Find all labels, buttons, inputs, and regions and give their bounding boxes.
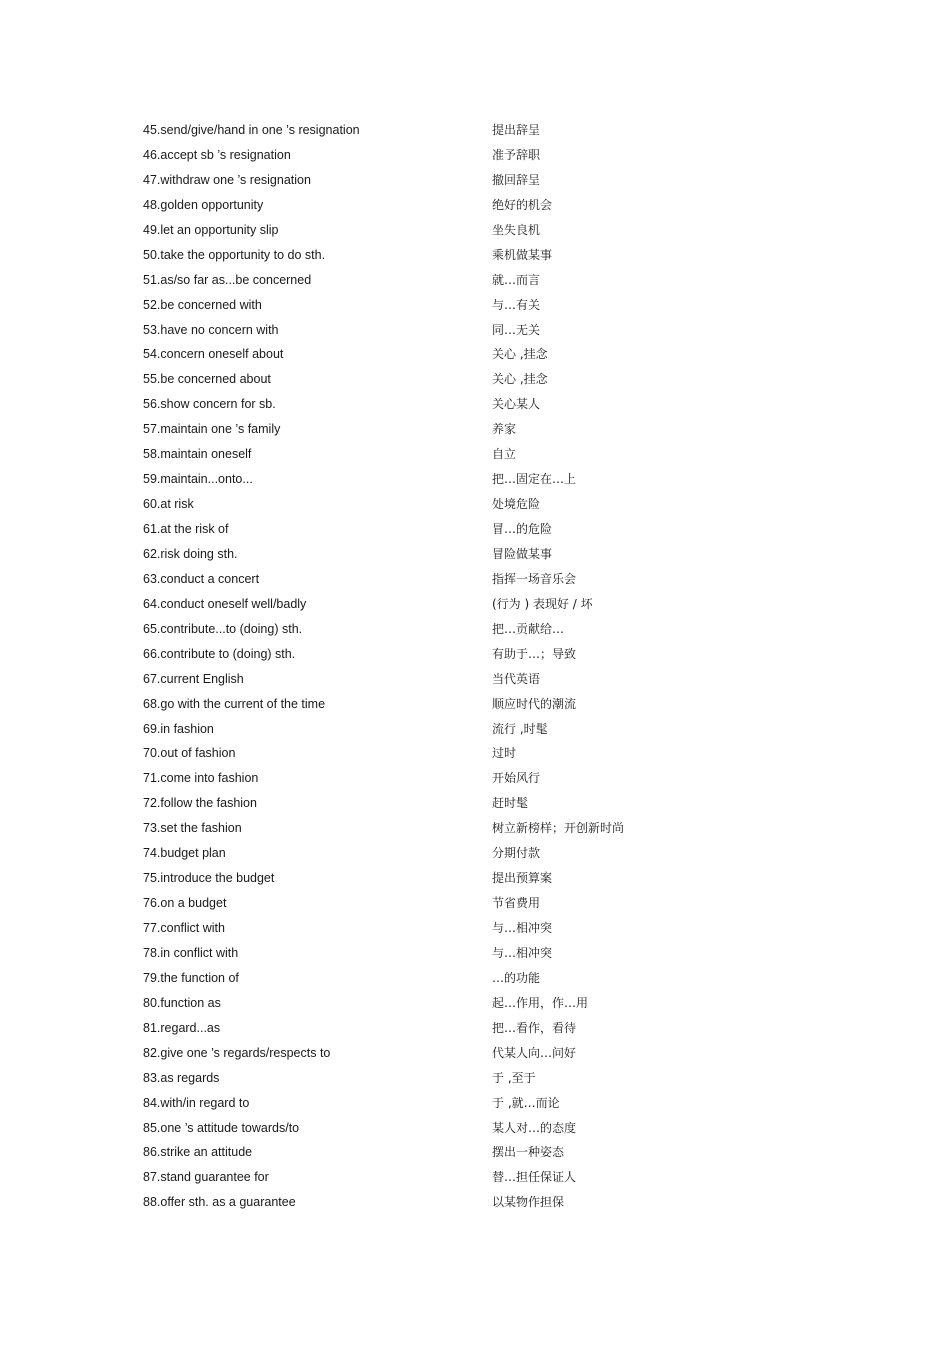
chinese-meaning: 同…无关 <box>492 322 541 337</box>
english-phrase: 79.the function of <box>143 970 239 985</box>
english-phrase: 67.current English <box>143 671 244 686</box>
chinese-meaning: 起…作用，作…用 <box>492 995 589 1010</box>
chinese-meaning: 顺应时代的潮流 <box>492 696 577 711</box>
english-phrase: 82.give one ’s regards/respects to <box>143 1045 331 1060</box>
english-phrase: 76.on a budget <box>143 896 227 911</box>
english-phrase: 77.conflict with <box>143 921 225 935</box>
english-phrase: 46.accept sb ’s resignation <box>143 147 291 162</box>
english-phrase: 85.one ’s attitude towards/to <box>143 1120 300 1135</box>
english-phrase: 86.strike an attitude <box>143 1145 253 1160</box>
chinese-meaning: 处境危险 <box>492 497 541 512</box>
list-item <box>143 1192 703 1217</box>
list-item <box>143 1142 703 1167</box>
english-phrase: 51.as/so far as...be concerned <box>143 272 312 287</box>
english-phrase: 83.as regards <box>143 1070 220 1085</box>
english-phrase: 84.with/in regard to <box>143 1095 250 1110</box>
chinese-meaning: 冒险做某事 <box>492 546 553 561</box>
english-phrase: 81.regard...as <box>143 1020 221 1035</box>
english-phrase: 65.contribute...to (doing) sth. <box>143 621 303 636</box>
chinese-meaning: 代某人向…问好 <box>492 1045 577 1060</box>
list-item <box>143 743 703 768</box>
list-item <box>143 1018 703 1043</box>
english-phrase: 61.at the risk of <box>143 522 229 536</box>
chinese-meaning: 撤回辞呈 <box>492 172 541 187</box>
list-item <box>143 818 703 843</box>
english-phrase: 80.function as <box>143 995 221 1010</box>
list-item <box>143 1093 703 1118</box>
chinese-meaning: 流行 ,时髦 <box>492 721 548 736</box>
chinese-meaning: 与…相冲突 <box>492 921 553 935</box>
chinese-meaning: 冒…的危险 <box>492 522 553 536</box>
chinese-meaning: 指挥一场音乐会 <box>492 571 577 586</box>
list-item <box>143 494 703 519</box>
phrase-list <box>143 120 703 1217</box>
english-phrase: 70.out of fashion <box>143 746 236 761</box>
english-phrase: 75.introduce the budget <box>143 871 275 886</box>
chinese-meaning: 某人对…的态度 <box>492 1120 577 1135</box>
english-phrase: 88.offer sth. as a guarantee <box>143 1195 296 1210</box>
chinese-meaning: 与…相冲突 <box>492 945 553 960</box>
english-phrase: 48.golden opportunity <box>143 197 264 212</box>
list-item <box>143 594 703 619</box>
chinese-meaning: …的功能 <box>492 970 541 985</box>
english-phrase: 73.set the fashion <box>143 821 242 836</box>
chinese-meaning: 绝好的机会 <box>492 197 553 212</box>
chinese-meaning: 有助于…；导致 <box>492 646 577 661</box>
list-item <box>143 519 703 544</box>
list-item <box>143 544 703 569</box>
chinese-meaning: 过时 <box>492 746 517 761</box>
english-phrase: 56.show concern for sb. <box>143 397 276 412</box>
chinese-meaning: 于 ,至于 <box>492 1070 536 1085</box>
chinese-meaning: 准予辞职 <box>492 147 541 162</box>
chinese-meaning: 树立新榜样；开创新时尚 <box>492 821 625 836</box>
list-item <box>143 270 703 295</box>
english-phrase: 50.take the opportunity to do sth. <box>143 247 326 262</box>
chinese-meaning: 替…担任保证人 <box>492 1170 577 1185</box>
list-item <box>143 320 703 345</box>
chinese-meaning: 开始风行 <box>492 771 541 786</box>
list-item <box>143 1118 703 1143</box>
english-phrase: 58.maintain oneself <box>143 447 252 462</box>
english-phrase: 59.maintain...onto... <box>143 472 253 487</box>
list-item <box>143 220 703 245</box>
chinese-meaning: 以某物作担保 <box>492 1195 565 1210</box>
english-phrase: 62.risk doing sth. <box>143 546 238 561</box>
list-item <box>143 1167 703 1192</box>
chinese-meaning: 把…贡献给… <box>492 621 565 636</box>
english-phrase: 66.contribute to (doing) sth. <box>143 646 296 661</box>
english-phrase: 45.send/give/hand in one ’s resignation <box>143 123 360 137</box>
chinese-meaning: 关心 ,挂念 <box>492 372 548 387</box>
chinese-meaning: 于 ,就…而论 <box>492 1095 560 1110</box>
list-item <box>143 170 703 195</box>
list-item <box>143 843 703 868</box>
english-phrase: 72.follow the fashion <box>143 796 257 811</box>
chinese-meaning: 养家 <box>492 422 517 437</box>
list-item <box>143 893 703 918</box>
english-phrase: 64.conduct oneself well/badly <box>143 596 307 611</box>
list-item <box>143 943 703 968</box>
list-item <box>143 369 703 394</box>
chinese-meaning: 乘机做某事 <box>492 247 553 262</box>
list-item <box>143 768 703 793</box>
chinese-meaning: 把…看作，看待 <box>492 1020 577 1035</box>
english-phrase: 47.withdraw one ’s resignation <box>143 172 311 187</box>
list-item <box>143 444 703 469</box>
list-item <box>143 694 703 719</box>
list-item <box>143 145 703 170</box>
list-item <box>143 419 703 444</box>
list-item <box>143 469 703 494</box>
list-item <box>143 968 703 993</box>
chinese-meaning: 坐失良机 <box>492 222 541 237</box>
chinese-meaning: 就…而言 <box>492 272 541 287</box>
list-item <box>143 644 703 669</box>
english-phrase: 49.let an opportunity slip <box>143 222 279 237</box>
english-phrase: 74.budget plan <box>143 846 226 861</box>
english-phrase: 78.in conflict with <box>143 945 239 960</box>
english-phrase: 60.at risk <box>143 497 194 512</box>
english-phrase: 63.conduct a concert <box>143 571 260 586</box>
english-phrase: 71.come into fashion <box>143 771 259 786</box>
list-item <box>143 394 703 419</box>
list-item <box>143 918 703 943</box>
english-phrase: 53.have no concern with <box>143 322 279 337</box>
chinese-meaning: 赶时髦 <box>492 796 529 811</box>
list-item <box>143 719 703 744</box>
english-phrase: 87.stand guarantee for <box>143 1170 269 1185</box>
chinese-meaning: 与…有关 <box>492 297 541 312</box>
list-item <box>143 669 703 694</box>
list-item <box>143 569 703 594</box>
english-phrase: 52.be concerned with <box>143 297 262 312</box>
list-item <box>143 619 703 644</box>
english-phrase: 68.go with the current of the time <box>143 696 326 711</box>
list-item <box>143 344 703 369</box>
chinese-meaning: 提出辞呈 <box>492 123 541 137</box>
chinese-meaning: 关心某人 <box>492 397 541 412</box>
chinese-meaning: 提出预算案 <box>492 871 553 886</box>
chinese-meaning: 节省费用 <box>492 896 541 911</box>
list-item <box>143 868 703 893</box>
list-item <box>143 295 703 320</box>
chinese-meaning: 关心 ,挂念 <box>492 347 548 362</box>
list-item <box>143 1043 703 1068</box>
list-item <box>143 195 703 220</box>
list-item <box>143 793 703 818</box>
english-phrase: 57.maintain one ’s family <box>143 422 281 437</box>
list-item <box>143 993 703 1018</box>
chinese-meaning: 分期付款 <box>492 846 541 861</box>
chinese-meaning: 摆出一种姿态 <box>492 1145 565 1160</box>
english-phrase: 55.be concerned about <box>143 372 271 387</box>
list-item <box>143 1068 703 1093</box>
list-item <box>143 245 703 270</box>
english-phrase: 69.in fashion <box>143 721 214 736</box>
chinese-meaning: 把…固定在…上 <box>492 472 577 487</box>
chinese-meaning: (行为 ) 表现好 / 坏 <box>492 596 593 611</box>
chinese-meaning: 自立 <box>492 447 517 462</box>
chinese-meaning: 当代英语 <box>492 671 541 686</box>
english-phrase: 54.concern oneself about <box>143 347 284 362</box>
list-item <box>143 120 703 145</box>
